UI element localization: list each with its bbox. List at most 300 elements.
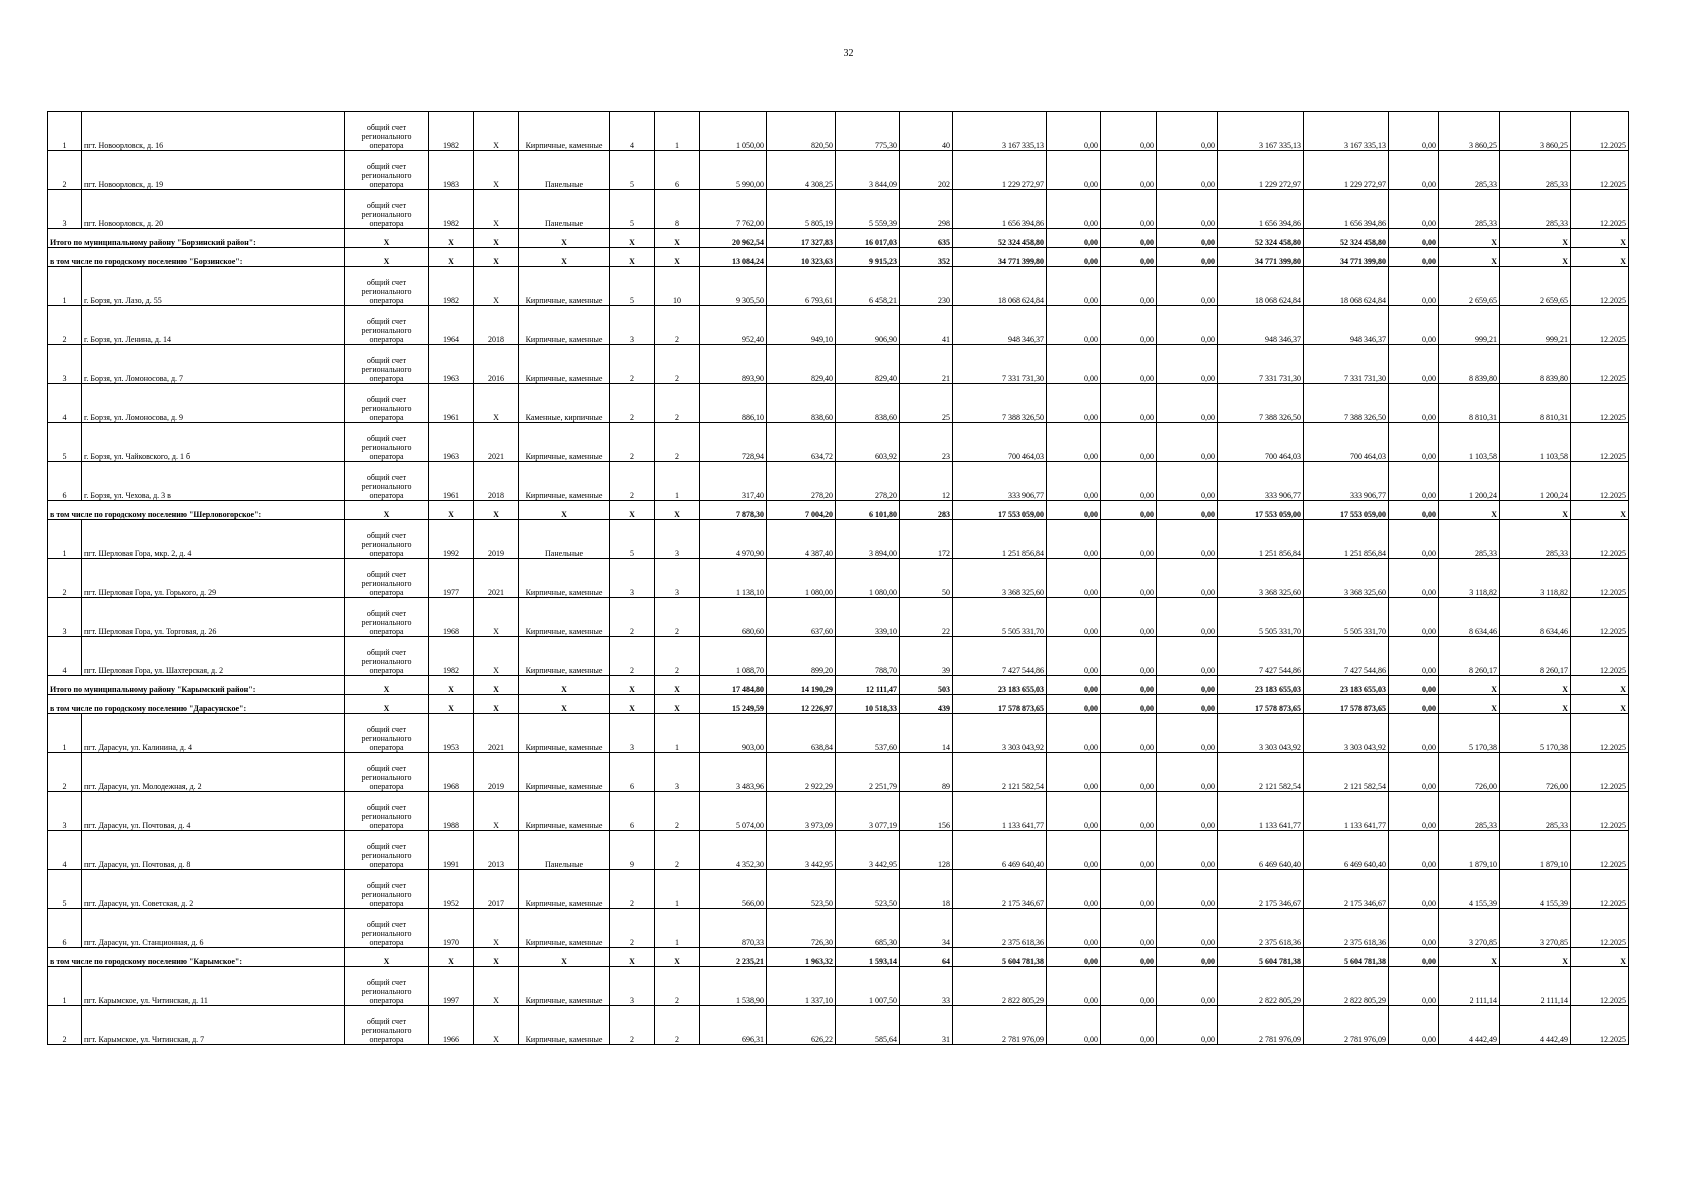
last-renovation-cell: X: [474, 1006, 519, 1045]
other-funds-cell: 0,00: [1389, 462, 1439, 501]
floors-cell: X: [610, 948, 655, 967]
premises-area-cell: 7 004,20: [767, 501, 836, 520]
last-renovation-cell: X: [474, 948, 519, 967]
floors-cell: 9: [610, 831, 655, 870]
floors-cell: X: [610, 695, 655, 714]
account-cell: общий счет регионального оператора: [345, 423, 429, 462]
entrances-cell: X: [655, 229, 700, 248]
premises-area-cell: 3 973,09: [767, 792, 836, 831]
last-renovation-cell: 2021: [474, 423, 519, 462]
last-renovation-cell: X: [474, 112, 519, 151]
regional-funds-cell: 0,00: [1101, 190, 1157, 229]
federal-funds-cell: 0,00: [1047, 909, 1101, 948]
row-number-cell: 1: [48, 112, 82, 151]
other-funds-cell: 0,00: [1389, 948, 1439, 967]
total-area-cell: 5 990,00: [700, 151, 767, 190]
residential-area-cell: 3 442,95: [836, 831, 900, 870]
federal-funds-cell: 0,00: [1047, 248, 1101, 267]
address-cell: пгт. Дарасун, ул. Станционная, д. 6: [82, 909, 345, 948]
entrances-cell: 2: [655, 637, 700, 676]
floors-cell: 2: [610, 637, 655, 676]
regional-funds-cell: 0,00: [1101, 870, 1157, 909]
total-area-cell: 903,00: [700, 714, 767, 753]
owners-total-cell: 3 167 335,13: [1304, 112, 1389, 151]
table-row: [48, 909, 1629, 948]
owners-funds-cell: 23 183 655,03: [1218, 676, 1304, 695]
cost-cell: 2 822 805,29: [953, 967, 1047, 1006]
completion-date-cell: 12.2025: [1571, 306, 1629, 345]
account-cell: X: [345, 229, 429, 248]
wall-material-cell: Кирпичные, каменные: [519, 345, 610, 384]
other-funds-cell: 0,00: [1389, 190, 1439, 229]
owners-funds-cell: 333 906,77: [1218, 462, 1304, 501]
other-funds-cell: 0,00: [1389, 248, 1439, 267]
residents-cell: 283: [900, 501, 953, 520]
floors-cell: 2: [610, 870, 655, 909]
wall-material-cell: Кирпичные, каменные: [519, 753, 610, 792]
total-area-cell: 1 088,70: [700, 637, 767, 676]
account-cell: общий счет регионального оператора: [345, 792, 429, 831]
year-built-cell: 1966: [429, 1006, 474, 1045]
address-cell: пгт. Карымское, ул. Читинская, д. 7: [82, 1006, 345, 1045]
residential-area-cell: 1 080,00: [836, 559, 900, 598]
year-built-cell: X: [429, 695, 474, 714]
last-renovation-cell: X: [474, 229, 519, 248]
unit-cost-cell: 3 860,25: [1439, 112, 1500, 151]
owners-total-cell: 6 469 640,40: [1304, 831, 1389, 870]
last-renovation-cell: X: [474, 695, 519, 714]
row-number-cell: 6: [48, 462, 82, 501]
owners-funds-cell: 17 578 873,65: [1218, 695, 1304, 714]
wall-material-cell: Каменные, кирпичные: [519, 384, 610, 423]
cost-cell: 948 346,37: [953, 306, 1047, 345]
local-funds-cell: 0,00: [1157, 598, 1218, 637]
address-cell: пгт. Дарасун, ул. Молодежная, д. 2: [82, 753, 345, 792]
local-funds-cell: 0,00: [1157, 967, 1218, 1006]
table-row: [48, 190, 1629, 229]
year-built-cell: 1982: [429, 190, 474, 229]
regional-funds-cell: 0,00: [1101, 151, 1157, 190]
completion-date-cell: X: [1571, 676, 1629, 695]
max-unit-cost-cell: X: [1500, 501, 1571, 520]
address-cell: пгт. Новоорловск, д. 16: [82, 112, 345, 151]
max-unit-cost-cell: 8 810,31: [1500, 384, 1571, 423]
unit-cost-cell: 285,33: [1439, 520, 1500, 559]
table-row: [48, 345, 1629, 384]
residential-area-cell: 838,60: [836, 384, 900, 423]
total-area-cell: 13 084,24: [700, 248, 767, 267]
owners-funds-cell: 5 604 781,38: [1218, 948, 1304, 967]
total-area-cell: 870,33: [700, 909, 767, 948]
entrances-cell: 2: [655, 831, 700, 870]
regional-funds-cell: 0,00: [1101, 462, 1157, 501]
floors-cell: 3: [610, 967, 655, 1006]
owners-total-cell: 7 331 731,30: [1304, 345, 1389, 384]
address-cell: пгт. Дарасун, ул. Почтовая, д. 4: [82, 792, 345, 831]
other-funds-cell: 0,00: [1389, 598, 1439, 637]
entrances-cell: 1: [655, 870, 700, 909]
wall-material-cell: Кирпичные, каменные: [519, 267, 610, 306]
year-built-cell: 1970: [429, 909, 474, 948]
entrances-cell: 3: [655, 559, 700, 598]
other-funds-cell: 0,00: [1389, 384, 1439, 423]
local-funds-cell: 0,00: [1157, 695, 1218, 714]
residents-cell: 156: [900, 792, 953, 831]
max-unit-cost-cell: 2 659,65: [1500, 267, 1571, 306]
local-funds-cell: 0,00: [1157, 520, 1218, 559]
federal-funds-cell: 0,00: [1047, 151, 1101, 190]
local-funds-cell: 0,00: [1157, 345, 1218, 384]
residential-area-cell: 775,30: [836, 112, 900, 151]
row-number-cell: 1: [48, 967, 82, 1006]
table-row: [48, 267, 1629, 306]
total-area-cell: 728,94: [700, 423, 767, 462]
max-unit-cost-cell: 1 879,10: [1500, 831, 1571, 870]
year-built-cell: 1983: [429, 151, 474, 190]
premises-area-cell: 1 963,32: [767, 948, 836, 967]
entrances-cell: 2: [655, 306, 700, 345]
floors-cell: X: [610, 501, 655, 520]
row-number-cell: 6: [48, 909, 82, 948]
owners-funds-cell: 5 505 331,70: [1218, 598, 1304, 637]
entrances-cell: 2: [655, 384, 700, 423]
total-area-cell: 4 970,90: [700, 520, 767, 559]
residents-cell: 50: [900, 559, 953, 598]
residents-cell: 23: [900, 423, 953, 462]
completion-date-cell: 12.2025: [1571, 559, 1629, 598]
total-area-cell: 680,60: [700, 598, 767, 637]
owners-funds-cell: 2 121 582,54: [1218, 753, 1304, 792]
entrances-cell: X: [655, 248, 700, 267]
owners-total-cell: 18 068 624,84: [1304, 267, 1389, 306]
unit-cost-cell: 8 810,31: [1439, 384, 1500, 423]
account-cell: общий счет регионального оператора: [345, 462, 429, 501]
entrances-cell: 1: [655, 112, 700, 151]
max-unit-cost-cell: 5 170,38: [1500, 714, 1571, 753]
subtotal-row: [48, 501, 1629, 520]
max-unit-cost-cell: 285,33: [1500, 151, 1571, 190]
floors-cell: 5: [610, 151, 655, 190]
residential-area-cell: 603,92: [836, 423, 900, 462]
residents-cell: 40: [900, 112, 953, 151]
owners-funds-cell: 1 251 856,84: [1218, 520, 1304, 559]
cost-cell: 3 303 043,92: [953, 714, 1047, 753]
completion-date-cell: 12.2025: [1571, 520, 1629, 559]
completion-date-cell: 12.2025: [1571, 714, 1629, 753]
wall-material-cell: Панельные: [519, 831, 610, 870]
residential-area-cell: 829,40: [836, 345, 900, 384]
federal-funds-cell: 0,00: [1047, 714, 1101, 753]
cost-cell: 17 553 059,00: [953, 501, 1047, 520]
floors-cell: 2: [610, 598, 655, 637]
completion-date-cell: 12.2025: [1571, 753, 1629, 792]
last-renovation-cell: X: [474, 267, 519, 306]
regional-funds-cell: 0,00: [1101, 384, 1157, 423]
wall-material-cell: Кирпичные, каменные: [519, 306, 610, 345]
subtotal-label: в том числе по городскому поселению "Борзинское":: [48, 248, 345, 267]
cost-cell: 333 906,77: [953, 462, 1047, 501]
regional-funds-cell: 0,00: [1101, 423, 1157, 462]
owners-funds-cell: 2 822 805,29: [1218, 967, 1304, 1006]
last-renovation-cell: 2018: [474, 462, 519, 501]
other-funds-cell: 0,00: [1389, 501, 1439, 520]
cost-cell: 5 505 331,70: [953, 598, 1047, 637]
residential-area-cell: 1 007,50: [836, 967, 900, 1006]
floors-cell: 2: [610, 384, 655, 423]
residential-area-cell: 523,50: [836, 870, 900, 909]
owners-total-cell: 2 121 582,54: [1304, 753, 1389, 792]
completion-date-cell: 12.2025: [1571, 792, 1629, 831]
residents-cell: 230: [900, 267, 953, 306]
premises-area-cell: 638,84: [767, 714, 836, 753]
cost-cell: 1 133 641,77: [953, 792, 1047, 831]
residential-area-cell: 10 518,33: [836, 695, 900, 714]
local-funds-cell: 0,00: [1157, 559, 1218, 598]
completion-date-cell: X: [1571, 248, 1629, 267]
account-cell: общий счет регионального оператора: [345, 267, 429, 306]
account-cell: общий счет регионального оператора: [345, 909, 429, 948]
owners-total-cell: 52 324 458,80: [1304, 229, 1389, 248]
row-number-cell: 4: [48, 384, 82, 423]
entrances-cell: 2: [655, 345, 700, 384]
local-funds-cell: 0,00: [1157, 831, 1218, 870]
address-cell: пгт. Дарасун, ул. Калинина, д. 4: [82, 714, 345, 753]
floors-cell: 2: [610, 345, 655, 384]
total-area-cell: 886,10: [700, 384, 767, 423]
account-cell: X: [345, 501, 429, 520]
entrances-cell: 2: [655, 598, 700, 637]
residential-area-cell: 339,10: [836, 598, 900, 637]
floors-cell: 3: [610, 306, 655, 345]
cost-cell: 7 427 544,86: [953, 637, 1047, 676]
unit-cost-cell: 999,21: [1439, 306, 1500, 345]
max-unit-cost-cell: 285,33: [1500, 792, 1571, 831]
total-area-cell: 1 138,10: [700, 559, 767, 598]
subtotal-row: [48, 248, 1629, 267]
unit-cost-cell: 4 442,49: [1439, 1006, 1500, 1045]
total-area-cell: 17 484,80: [700, 676, 767, 695]
entrances-cell: 1: [655, 714, 700, 753]
unit-cost-cell: 8 839,80: [1439, 345, 1500, 384]
account-cell: общий счет регионального оператора: [345, 306, 429, 345]
wall-material-cell: Кирпичные, каменные: [519, 1006, 610, 1045]
other-funds-cell: 0,00: [1389, 520, 1439, 559]
local-funds-cell: 0,00: [1157, 676, 1218, 695]
owners-funds-cell: 18 068 624,84: [1218, 267, 1304, 306]
table-body: [48, 112, 1629, 1045]
last-renovation-cell: 2018: [474, 306, 519, 345]
residents-cell: 33: [900, 967, 953, 1006]
unit-cost-cell: 8 260,17: [1439, 637, 1500, 676]
unit-cost-cell: 285,33: [1439, 792, 1500, 831]
year-built-cell: 1997: [429, 967, 474, 1006]
row-number-cell: 4: [48, 831, 82, 870]
address-cell: пгт. Шерловая Гора, ул. Торговая, д. 26: [82, 598, 345, 637]
other-funds-cell: 0,00: [1389, 714, 1439, 753]
table-row: [48, 967, 1629, 1006]
premises-area-cell: 5 805,19: [767, 190, 836, 229]
other-funds-cell: 0,00: [1389, 753, 1439, 792]
owners-funds-cell: 2 781 976,09: [1218, 1006, 1304, 1045]
residents-cell: 635: [900, 229, 953, 248]
unit-cost-cell: 726,00: [1439, 753, 1500, 792]
completion-date-cell: 12.2025: [1571, 462, 1629, 501]
max-unit-cost-cell: 3 270,85: [1500, 909, 1571, 948]
other-funds-cell: 0,00: [1389, 676, 1439, 695]
owners-total-cell: 333 906,77: [1304, 462, 1389, 501]
cost-cell: 2 121 582,54: [953, 753, 1047, 792]
total-area-cell: 5 074,00: [700, 792, 767, 831]
unit-cost-cell: 4 155,39: [1439, 870, 1500, 909]
row-number-cell: 3: [48, 792, 82, 831]
residential-area-cell: 537,60: [836, 714, 900, 753]
local-funds-cell: 0,00: [1157, 306, 1218, 345]
premises-area-cell: 1 337,10: [767, 967, 836, 1006]
address-cell: пгт. Новоорловск, д. 19: [82, 151, 345, 190]
row-number-cell: 3: [48, 598, 82, 637]
entrances-cell: 3: [655, 753, 700, 792]
completion-date-cell: 12.2025: [1571, 909, 1629, 948]
other-funds-cell: 0,00: [1389, 306, 1439, 345]
last-renovation-cell: 2021: [474, 559, 519, 598]
year-built-cell: 1977: [429, 559, 474, 598]
max-unit-cost-cell: 285,33: [1500, 190, 1571, 229]
cost-cell: 6 469 640,40: [953, 831, 1047, 870]
unit-cost-cell: X: [1439, 248, 1500, 267]
unit-cost-cell: 3 270,85: [1439, 909, 1500, 948]
owners-total-cell: 2 822 805,29: [1304, 967, 1389, 1006]
address-cell: г. Борзя, ул. Ломоносова, д. 9: [82, 384, 345, 423]
account-cell: X: [345, 695, 429, 714]
cost-cell: 1 251 856,84: [953, 520, 1047, 559]
total-area-cell: 317,40: [700, 462, 767, 501]
other-funds-cell: 0,00: [1389, 229, 1439, 248]
unit-cost-cell: 1 103,58: [1439, 423, 1500, 462]
federal-funds-cell: 0,00: [1047, 229, 1101, 248]
local-funds-cell: 0,00: [1157, 267, 1218, 306]
table-row: [48, 423, 1629, 462]
owners-total-cell: 2 175 346,67: [1304, 870, 1389, 909]
unit-cost-cell: 1 200,24: [1439, 462, 1500, 501]
premises-area-cell: 820,50: [767, 112, 836, 151]
residential-area-cell: 3 077,19: [836, 792, 900, 831]
cost-cell: 3 167 335,13: [953, 112, 1047, 151]
max-unit-cost-cell: 3 860,25: [1500, 112, 1571, 151]
subtotal-label: Итого по муниципальному району "Борзинский район":: [48, 229, 345, 248]
completion-date-cell: 12.2025: [1571, 831, 1629, 870]
federal-funds-cell: 0,00: [1047, 306, 1101, 345]
unit-cost-cell: X: [1439, 501, 1500, 520]
table-row: [48, 598, 1629, 637]
residents-cell: 34: [900, 909, 953, 948]
account-cell: общий счет регионального оператора: [345, 714, 429, 753]
cost-cell: 18 068 624,84: [953, 267, 1047, 306]
federal-funds-cell: 0,00: [1047, 792, 1101, 831]
table-row: [48, 462, 1629, 501]
completion-date-cell: 12.2025: [1571, 967, 1629, 1006]
wall-material-cell: Панельные: [519, 520, 610, 559]
account-cell: общий счет регионального оператора: [345, 967, 429, 1006]
cost-cell: 23 183 655,03: [953, 676, 1047, 695]
regional-funds-cell: 0,00: [1101, 637, 1157, 676]
premises-area-cell: 1 080,00: [767, 559, 836, 598]
federal-funds-cell: 0,00: [1047, 753, 1101, 792]
owners-funds-cell: 7 427 544,86: [1218, 637, 1304, 676]
total-area-cell: 9 305,50: [700, 267, 767, 306]
year-built-cell: 1992: [429, 520, 474, 559]
max-unit-cost-cell: 726,00: [1500, 753, 1571, 792]
max-unit-cost-cell: 4 442,49: [1500, 1006, 1571, 1045]
subtotal-label: в том числе по городскому поселению "Карымское":: [48, 948, 345, 967]
total-area-cell: 893,90: [700, 345, 767, 384]
total-area-cell: 15 249,59: [700, 695, 767, 714]
address-cell: г. Борзя, ул. Чехова, д. 3 в: [82, 462, 345, 501]
wall-material-cell: Кирпичные, каменные: [519, 112, 610, 151]
premises-area-cell: 523,50: [767, 870, 836, 909]
regional-funds-cell: 0,00: [1101, 714, 1157, 753]
subtotal-row: [48, 676, 1629, 695]
floors-cell: 6: [610, 753, 655, 792]
last-renovation-cell: X: [474, 190, 519, 229]
entrances-cell: 2: [655, 792, 700, 831]
cost-cell: 52 324 458,80: [953, 229, 1047, 248]
wall-material-cell: Кирпичные, каменные: [519, 559, 610, 598]
year-built-cell: 1953: [429, 714, 474, 753]
table-row: [48, 384, 1629, 423]
wall-material-cell: X: [519, 229, 610, 248]
federal-funds-cell: 0,00: [1047, 1006, 1101, 1045]
wall-material-cell: Панельные: [519, 190, 610, 229]
other-funds-cell: 0,00: [1389, 909, 1439, 948]
wall-material-cell: Кирпичные, каменные: [519, 637, 610, 676]
table-row: [48, 637, 1629, 676]
premises-area-cell: 278,20: [767, 462, 836, 501]
max-unit-cost-cell: 999,21: [1500, 306, 1571, 345]
unit-cost-cell: 5 170,38: [1439, 714, 1500, 753]
residential-area-cell: 2 251,79: [836, 753, 900, 792]
year-built-cell: 1963: [429, 423, 474, 462]
local-funds-cell: 0,00: [1157, 462, 1218, 501]
cost-cell: 700 464,03: [953, 423, 1047, 462]
row-number-cell: 2: [48, 1006, 82, 1045]
floors-cell: 6: [610, 792, 655, 831]
floors-cell: 2: [610, 423, 655, 462]
wall-material-cell: Кирпичные, каменные: [519, 909, 610, 948]
account-cell: общий счет регионального оператора: [345, 190, 429, 229]
regional-funds-cell: 0,00: [1101, 520, 1157, 559]
regional-funds-cell: 0,00: [1101, 248, 1157, 267]
federal-funds-cell: 0,00: [1047, 384, 1101, 423]
account-cell: общий счет регионального оператора: [345, 345, 429, 384]
max-unit-cost-cell: 1 200,24: [1500, 462, 1571, 501]
completion-date-cell: 12.2025: [1571, 190, 1629, 229]
row-number-cell: 2: [48, 151, 82, 190]
table-row: [48, 306, 1629, 345]
entrances-cell: 2: [655, 967, 700, 1006]
premises-area-cell: 726,30: [767, 909, 836, 948]
completion-date-cell: 12.2025: [1571, 637, 1629, 676]
floors-cell: 3: [610, 559, 655, 598]
owners-total-cell: 23 183 655,03: [1304, 676, 1389, 695]
owners-funds-cell: 3 303 043,92: [1218, 714, 1304, 753]
unit-cost-cell: 1 879,10: [1439, 831, 1500, 870]
federal-funds-cell: 0,00: [1047, 870, 1101, 909]
table-row: [48, 792, 1629, 831]
year-built-cell: X: [429, 676, 474, 695]
residential-area-cell: 788,70: [836, 637, 900, 676]
wall-material-cell: X: [519, 501, 610, 520]
wall-material-cell: Кирпичные, каменные: [519, 792, 610, 831]
